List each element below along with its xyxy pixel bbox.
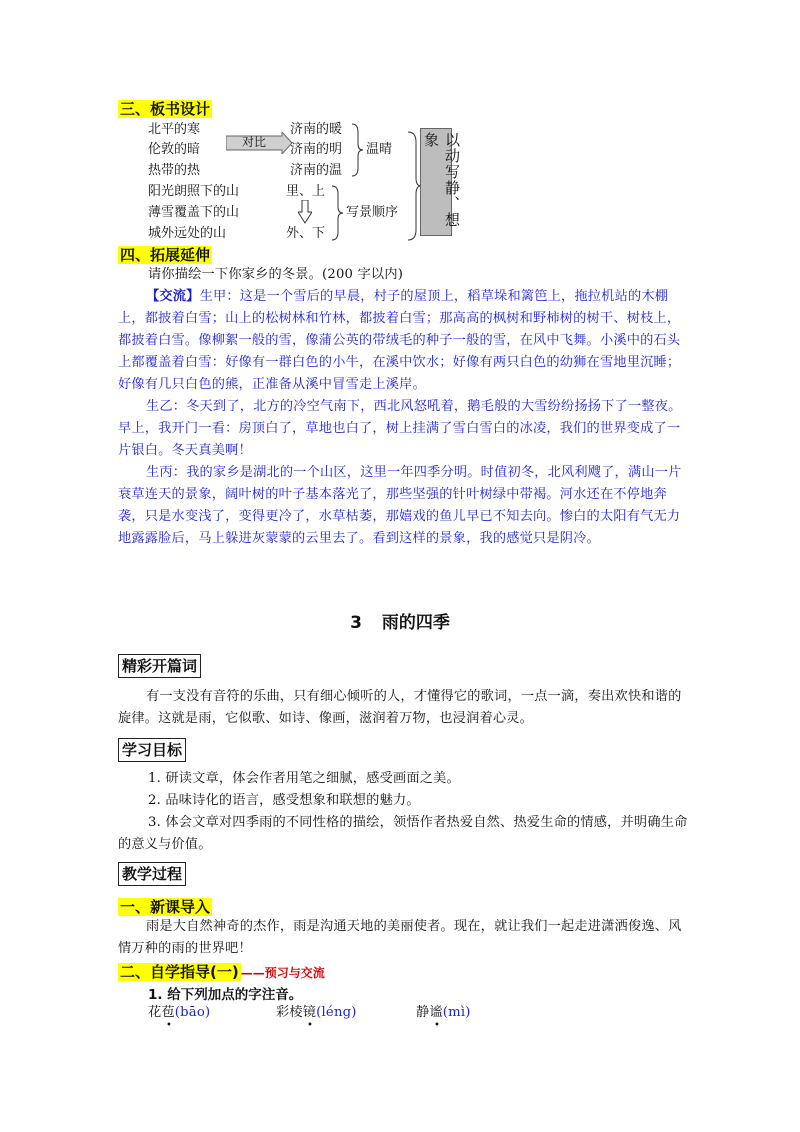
brace-order (330, 184, 344, 242)
left-item-1: 北平的寒 (148, 122, 201, 137)
question-1: 1. 给下列加点的字注音。 (148, 987, 303, 1003)
lesson-title: 雨的四季 (381, 613, 450, 633)
jinan-item-3: 济南的温 (290, 163, 343, 178)
guide-subtitle: ——预习与交流 (240, 966, 325, 980)
direction-top: 里、上 (286, 184, 326, 199)
left-item-3: 热带的热 (148, 163, 201, 178)
emphasis-dot-3: • (434, 1020, 440, 1031)
order-label: 写景顺序 (346, 205, 399, 220)
brace-warm (350, 122, 364, 178)
opening-text: 有一支没有音符的乐曲，只有细心倾听的人，才懂得它的歌词，一点一滴，奏出欢快和谐的旋律。这就是雨，它似歌、如诗、像画，滋润着万物，也浸润着心灵。 (118, 689, 682, 726)
intro-title: 一、新课导入 (120, 898, 211, 916)
guide-title: 二、自学指导(一) (120, 963, 239, 981)
student-b-text: 生乙：冬天到了，北方的冷空气南下，西北风怒吼着，鹅毛般的大雪纷纷扬扬下了一整夜。早上，我开门一看：房顶白了，草地也白了，树上挂满了雪白雪白的冰凌，我们的世界变成了一片银白。冬天真美啊！ (118, 399, 682, 458)
exchange-tag: 【交流】 (146, 289, 200, 304)
word-2: 彩棱镜 (276, 1005, 317, 1020)
opening-header: 精彩开篇词 (118, 654, 201, 678)
section4-title: 四、拓展延伸 (120, 246, 211, 264)
compare-label: 对比 (242, 135, 267, 149)
goal-3: 3. 体会文章对四季雨的不同性格的描绘，领悟作者热爱自然、热爱生命的情感，并明确生命的意义与价值。 (118, 815, 688, 852)
side-label-box (420, 128, 461, 236)
pinyin-1: (bāo) (174, 1005, 211, 1020)
intro-text: 雨是大自然神奇的杰作，雨是沟通天地的美丽使者。现在，就让我们一起走进潇洒俊逸、风情万种的雨的世界吧！ (118, 919, 682, 956)
word-3: 静谧 (416, 1005, 443, 1020)
left-item-5: 薄雪覆盖下的山 (148, 205, 240, 220)
goal-2: 2. 品味诗化的语言，感受想象和联想的魅力。 (148, 793, 420, 808)
pinyin-3: (mì) (442, 1005, 471, 1020)
direction-bottom: 外、下 (286, 226, 326, 241)
board-diagram (118, 120, 458, 245)
pinyin-2: (léng) (316, 1005, 357, 1020)
jinan-item-2: 济南的明 (290, 142, 343, 157)
left-item-4: 阳光朗照下的山 (148, 184, 240, 199)
guide-title-row (118, 962, 325, 981)
pinyin-item-3 (416, 1002, 471, 1024)
side-label: 以动写静、想象 (422, 132, 461, 228)
emphasis-dot-1: • (166, 1020, 172, 1031)
left-item-2: 伦敦的暗 (148, 142, 201, 157)
left-item-6: 城外远处的山 (148, 226, 227, 241)
process-header: 教学过程 (118, 862, 186, 886)
section4-prompt: 请你描绘一下你家乡的冬景。(200 字以内) (148, 267, 404, 282)
lesson-number: 3 (350, 613, 362, 633)
pinyin-item-2 (276, 1002, 357, 1024)
down-arrow-icon (298, 200, 312, 224)
student-c-text: 生丙：我的家乡是湖北的一个山区，这里一年四季分明。时值初冬，北风利飕了，满山一片衰草连天的景象，阔叶树的叶子基本落光了，那些坚强的针叶树绿中带褐。河水还在不停地奔袭，只是水变浅了，变得更冷了，水草枯萎，那嬉戏的鱼儿早已不知去向。惨白的太阳有气无力地露露脸后，马上躲进灰蒙蒙的云里去了。看到这样的景象，我的感觉只是阴冷。 (118, 465, 682, 546)
pinyin-item-1 (148, 1002, 210, 1024)
word-1: 花苞 (148, 1005, 175, 1020)
jinan-item-1: 济南的暖 (290, 122, 343, 137)
student-a-paragraph (118, 286, 688, 396)
goals-header: 学习目标 (118, 738, 186, 762)
emphasis-dot-2: • (307, 1020, 313, 1031)
section3-title: 三、板书设计 (120, 100, 211, 118)
lesson-title-row (0, 608, 800, 633)
warm-label: 温晴 (366, 142, 393, 157)
goal-1: 1. 研读文章，体会作者用笔之细腻，感受画面之美。 (148, 771, 460, 786)
student-a-text: 生甲：这是一个雪后的早晨，村子的屋顶上，稻草垛和篱笆上，拖拉机站的木棚上，都披着白雪；山上的松树林和竹林，都披着白雪；那高高的枫树和野柿树的树干、树枝上，都披着白雪。像柳絮一般的雪，像蒲公英的带绒毛的种子一般的雪，在风中飞舞。小溪中的石头上都覆盖着白雪：好像有一群白色的小牛，在溪中饮水；好像有两只白色的幼狮在雪地里沉睡；好像有几只白色的熊，正准备从溪中冒雪走上溪岸。 (118, 289, 681, 392)
